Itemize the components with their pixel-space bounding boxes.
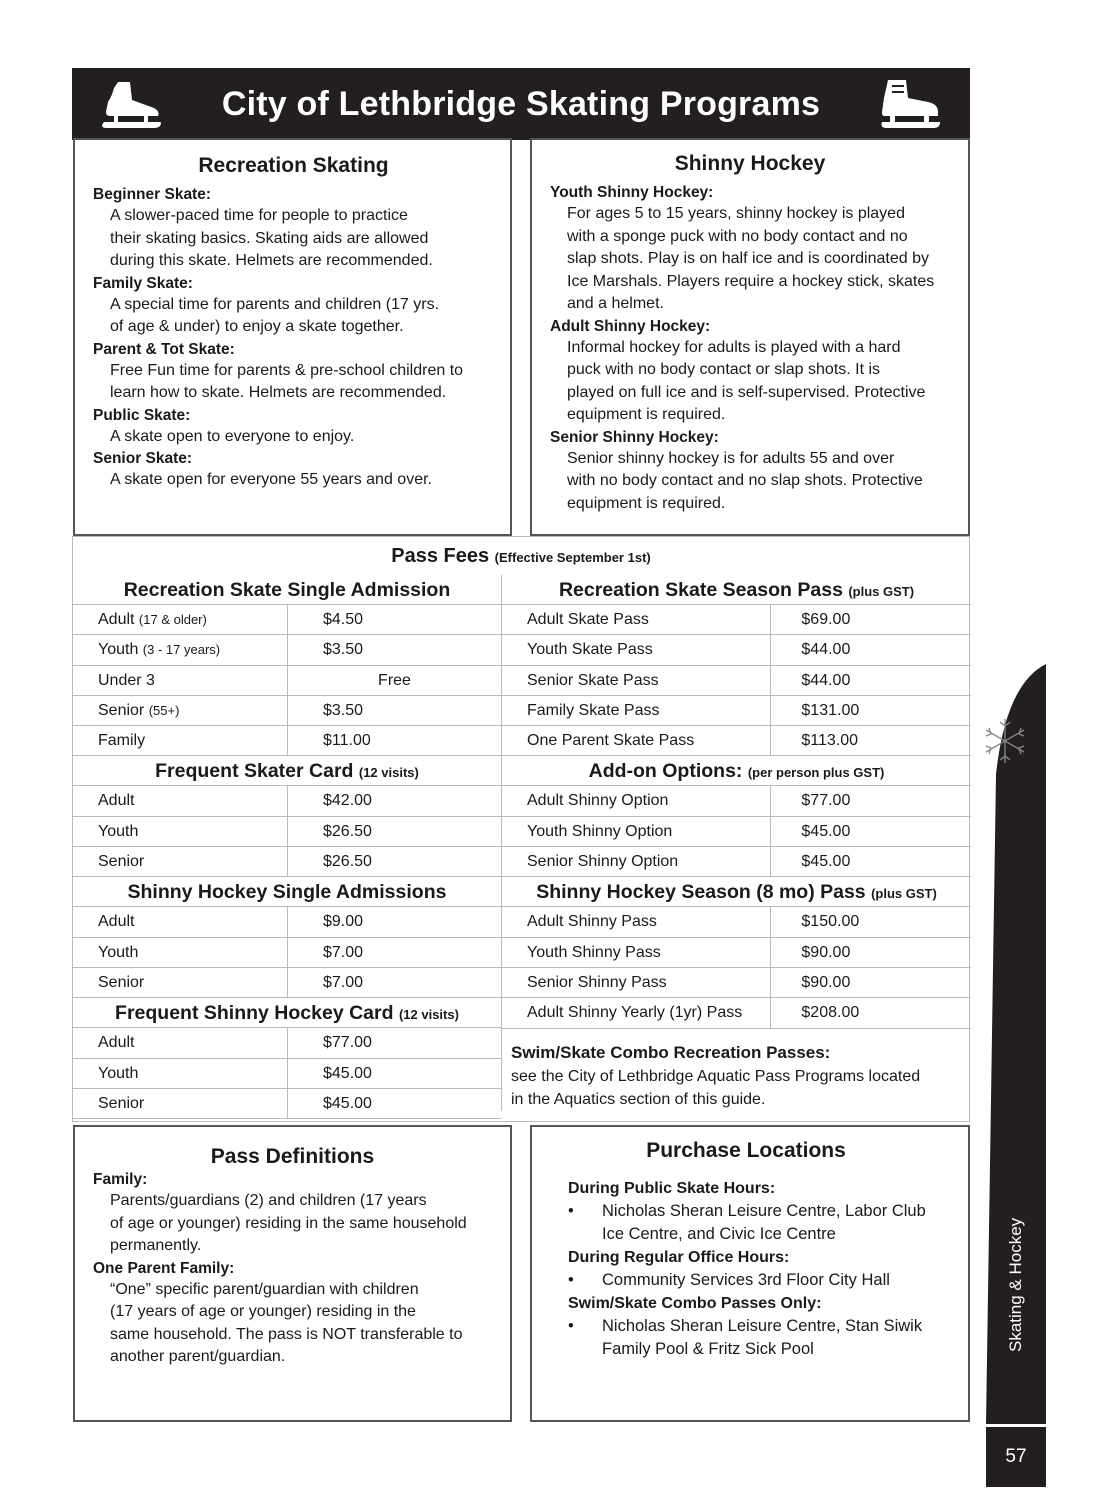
- fee-item-price: $69.00: [801, 611, 851, 628]
- shinny-hockey-list: [550, 182, 968, 515]
- purchase-location-line: Nicholas Sheran Leisure Centre, Stan Siwik: [602, 1317, 923, 1335]
- section-label: Skating & Hockey: [1006, 1217, 1025, 1353]
- fee-section-header: [73, 756, 501, 786]
- recreation-description-line: of age & under) to enjoy a skate together.: [110, 318, 404, 335]
- recreation-term: Senior Skate:: [93, 450, 193, 467]
- shinny-description-line: Informal hockey for adults is played with a hard: [567, 338, 901, 356]
- definitions-description-line: same household. The pass is NOT transferable to: [110, 1325, 463, 1343]
- fee-section-note: (plus GST): [848, 584, 915, 599]
- swim-skate-combo-note: [502, 1029, 971, 1111]
- fee-section-title: Add-on Options:: [588, 760, 743, 783]
- recreation-description-line: A slower-paced time for people to practice: [110, 207, 408, 224]
- recreation-term: Family Skate:: [93, 274, 193, 292]
- fee-item-price: $3.50: [323, 701, 364, 719]
- fee-item-price: $26.50: [323, 853, 372, 871]
- fee-item-label: Senior: [98, 973, 145, 991]
- purchase-location-heading: Swim/Skate Combo Passes Only:: [568, 1295, 822, 1312]
- fee-item-label: Youth Shinny Pass: [527, 943, 661, 961]
- fee-item-price: Free: [378, 671, 411, 689]
- fee-item-label: Senior Shinny Option: [527, 853, 679, 871]
- fee-item-label: Adult: [98, 913, 135, 931]
- fee-item-name: [73, 1028, 288, 1057]
- fee-item-name: [502, 635, 771, 664]
- purchase-location-text: [602, 1315, 922, 1361]
- fee-item-note: (3 - 17 years): [142, 642, 221, 658]
- fee-item-label: Senior: [98, 1094, 145, 1112]
- fee-item-name: [73, 696, 288, 725]
- fee-row: [73, 666, 501, 696]
- shinny-description-line: puck with no body contact or slap shots. It is: [567, 361, 881, 378]
- purchase-location-text: [602, 1269, 890, 1292]
- page-header: [72, 68, 970, 140]
- recreation-term: Beginner Skate:: [93, 186, 212, 203]
- fee-item-name: [73, 968, 288, 997]
- pass-fees-right-column: [501, 575, 971, 1111]
- purchase-locations-list: [568, 1177, 960, 1361]
- fee-item-name: [73, 605, 288, 634]
- fee-item-label: Under 3: [98, 671, 155, 689]
- fee-row: [73, 938, 501, 968]
- swim-skate-combo-title: Swim/Skate Combo Recreation Passes:: [511, 1042, 831, 1062]
- pass-fees-table: [72, 536, 970, 1122]
- fee-row: [73, 1059, 501, 1089]
- fee-row: [73, 968, 501, 998]
- fee-item-name: [502, 817, 771, 846]
- fee-item-price: $45.00: [801, 853, 851, 871]
- fee-item-price: $9.00: [323, 913, 364, 931]
- fee-item-label: Adult: [98, 1034, 135, 1052]
- fee-item-label: Adult Shinny Pass: [527, 913, 657, 931]
- fee-row: [502, 968, 971, 998]
- fee-item-name: [502, 968, 771, 997]
- fee-row: [73, 696, 501, 726]
- definitions-description-line: another parent/guardian.: [110, 1348, 286, 1365]
- purchase-locations-box: [530, 1125, 970, 1422]
- fee-item-label: Youth: [98, 822, 139, 840]
- fee-item-price: $3.50: [323, 641, 364, 659]
- fee-item-label: One Parent Skate Pass: [527, 732, 695, 750]
- fee-item-label: Family: [98, 732, 146, 750]
- recreation-description-line: their skating basics. Skating aids are allowed: [110, 229, 429, 247]
- purchase-location-item: [568, 1200, 960, 1246]
- definitions-description-line: “One” specific parent/guardian with children: [110, 1280, 419, 1298]
- fee-item-price: $44.00: [801, 671, 851, 689]
- fee-section-header: [502, 575, 971, 605]
- fee-item-name: [73, 726, 288, 755]
- fee-item-label: Adult Shinny Yearly (1yr) Pass: [527, 1004, 743, 1022]
- pass-definitions-list: [93, 1169, 510, 1369]
- fee-row: [502, 938, 971, 968]
- fee-item-label: Adult Skate Pass: [527, 611, 649, 628]
- shinny-description-line: equipment is required.: [567, 406, 726, 423]
- fee-section-header: [73, 998, 501, 1028]
- fee-item-name: [73, 1059, 288, 1088]
- pass-definitions-title: Pass Definitions: [210, 1145, 375, 1168]
- figure-skate-icon: [100, 78, 164, 132]
- fee-row: [73, 817, 501, 847]
- fee-item-price: $208.00: [801, 1004, 860, 1022]
- bullet-icon: •: [568, 1271, 574, 1289]
- fee-row: [73, 847, 501, 877]
- hockey-skate-icon: [878, 78, 942, 132]
- fee-row: [73, 907, 501, 937]
- fee-item-price: $150.00: [801, 913, 860, 931]
- pass-fees-left-column: [73, 575, 501, 1119]
- fee-section-title: Recreation Skate Single Admission: [123, 579, 451, 601]
- purchase-locations-title: Purchase Locations: [646, 1139, 846, 1162]
- fee-row: [73, 605, 501, 635]
- purchase-location-heading: During Regular Office Hours:: [568, 1249, 790, 1266]
- fee-item-price: $11.00: [323, 732, 371, 750]
- purchase-location-item: [568, 1269, 960, 1292]
- fee-item-price: $90.00: [801, 973, 851, 991]
- fee-item-name: [73, 635, 288, 664]
- recreation-term: Public Skate:: [93, 406, 191, 424]
- fee-section-title: Recreation Skate Season Pass: [558, 579, 843, 601]
- fee-item-price: $77.00: [323, 1034, 372, 1052]
- snowflake-icon: [980, 716, 1030, 766]
- fee-item-price: $4.50: [323, 611, 364, 628]
- fee-item-name: [73, 786, 288, 815]
- fee-item-name: [73, 1089, 288, 1118]
- fee-row: [502, 907, 971, 937]
- shinny-description-line: equipment is required.: [567, 494, 726, 512]
- fee-item-price: $44.00: [801, 641, 851, 659]
- fee-section-note: (12 visits): [398, 1007, 459, 1023]
- shinny-description-line: Senior shinny hockey is for adults 55 and over: [567, 449, 895, 467]
- purchase-location-text: [602, 1200, 926, 1246]
- recreation-description-line: A skate open to everyone to enjoy.: [110, 427, 355, 445]
- bullet-icon: •: [568, 1202, 574, 1220]
- fee-row: [502, 847, 971, 877]
- pass-fees-effective: (Effective September 1st): [494, 550, 651, 565]
- shinny-description-line: with a sponge puck with no body contact and no: [567, 227, 908, 245]
- fee-row: [73, 726, 501, 756]
- shinny-description-line: played on full ice and is self-supervised. Protective: [567, 383, 926, 401]
- fee-row: [502, 666, 971, 696]
- fee-item-name: [73, 938, 288, 967]
- fee-row: [502, 786, 971, 816]
- shinny-description-line: with no body contact and no slap shots. Protective: [567, 472, 923, 489]
- fee-item-label: Youth: [98, 943, 139, 961]
- shinny-description-line: and a helmet.: [567, 295, 664, 312]
- fee-row: [502, 726, 971, 756]
- swim-skate-combo-line: in the Aquatics section of this guide.: [511, 1090, 766, 1108]
- fee-section-header: [73, 575, 501, 605]
- fee-item-name: [502, 605, 771, 634]
- fee-item-name: [73, 817, 288, 846]
- purchase-location-line: Nicholas Sheran Leisure Centre, Labor Club: [602, 1202, 926, 1220]
- fee-row: [502, 696, 971, 726]
- fee-item-name: [502, 696, 771, 725]
- fee-section-title: Shinny Hockey Single Admissions: [127, 881, 447, 904]
- page-number: 57: [986, 1427, 1046, 1487]
- fee-item-name: [502, 847, 771, 876]
- fee-row: [73, 1089, 501, 1119]
- fee-item-label: Youth: [98, 641, 139, 659]
- fee-item-price: $42.00: [323, 792, 372, 810]
- fee-item-price: $26.50: [323, 822, 372, 840]
- fee-row: [73, 1028, 501, 1058]
- fee-section-header: [73, 877, 501, 907]
- fee-section-title: Frequent Skater Card: [155, 760, 354, 783]
- recreation-skating-box: [73, 138, 512, 536]
- fee-item-name: [73, 666, 288, 695]
- fee-item-price: $45.00: [323, 1064, 372, 1082]
- shinny-description-line: For ages 5 to 15 years, shinny hockey is played: [567, 205, 905, 222]
- fee-item-label: Senior Skate Pass: [527, 671, 659, 689]
- fee-item-price: $7.00: [323, 943, 364, 961]
- purchase-location-line: Community Services 3rd Floor City Hall: [602, 1271, 890, 1289]
- fee-item-name: [502, 666, 771, 695]
- bullet-icon: •: [568, 1317, 574, 1335]
- fee-item-label: Adult: [98, 611, 135, 628]
- fee-item-label: Senior: [98, 701, 145, 719]
- fee-section-note: (plus GST): [871, 886, 937, 902]
- pass-definitions-box: [73, 1125, 512, 1422]
- recreation-description-line: A special time for parents and children (17 yrs.: [110, 295, 440, 313]
- fee-item-name: [502, 938, 771, 967]
- fee-row: [502, 817, 971, 847]
- purchase-location-item: [568, 1315, 960, 1361]
- recreation-skating-title: Recreation Skating: [198, 154, 389, 177]
- page-title: City of Lethbridge Skating Programs: [221, 84, 821, 123]
- fee-item-name: [502, 907, 771, 936]
- recreation-term: Parent & Tot Skate:: [93, 340, 235, 358]
- shinny-hockey-title: Shinny Hockey: [674, 152, 826, 175]
- fee-item-price: $45.00: [801, 822, 851, 840]
- recreation-description-line: A skate open for everyone 55 years and over.: [110, 471, 432, 488]
- fee-section-title: Frequent Shinny Hockey Card: [115, 1002, 394, 1025]
- fee-item-label: Youth: [98, 1064, 139, 1082]
- fee-item-name: [502, 786, 771, 815]
- fee-section-header: [502, 756, 971, 786]
- shinny-term: Youth Shinny Hockey:: [550, 184, 714, 201]
- fee-section-note: (12 visits): [358, 765, 419, 781]
- shinny-description-line: slap shots. Play is on half ice and is coordinated by: [567, 250, 929, 267]
- definitions-description-line: (17 years of age or younger) residing in the: [110, 1303, 416, 1320]
- fee-row: [502, 605, 971, 635]
- definitions-description-line: Parents/guardians (2) and children (17 years: [110, 1192, 427, 1209]
- fee-row: [502, 998, 971, 1028]
- fee-item-label: Family Skate Pass: [527, 701, 660, 719]
- pass-fees-heading: Pass Fees: [391, 545, 490, 567]
- fee-item-label: Adult: [98, 792, 135, 810]
- fee-item-name: [73, 847, 288, 876]
- fee-item-price: $45.00: [323, 1094, 372, 1112]
- fee-section-header: [502, 877, 971, 907]
- definitions-term: One Parent Family:: [93, 1259, 235, 1277]
- recreation-description-line: Free Fun time for parents & pre-school children to: [110, 361, 464, 379]
- definitions-description-line: permanently.: [110, 1237, 202, 1254]
- fee-item-name: [502, 998, 771, 1027]
- recreation-description-line: during this skate. Helmets are recommended.: [110, 252, 433, 269]
- fee-row: [502, 635, 971, 665]
- purchase-location-heading: During Public Skate Hours:: [568, 1180, 776, 1197]
- fee-item-name: [502, 726, 771, 755]
- definitions-term: Family:: [93, 1171, 148, 1188]
- swim-skate-combo-line: see the City of Lethbridge Aquatic Pass Programs located: [511, 1067, 921, 1085]
- fee-row: [73, 786, 501, 816]
- fee-item-note: (55+): [148, 702, 180, 718]
- purchase-location-line: Ice Centre, and Civic Ice Centre: [602, 1225, 836, 1243]
- fee-item-note: (17 & older): [138, 612, 207, 627]
- shinny-hockey-box: [530, 138, 970, 536]
- recreation-skating-list: [93, 184, 502, 492]
- shinny-description-line: Ice Marshals. Players require a hockey stick, skates: [567, 272, 935, 290]
- fee-item-price: $90.00: [801, 943, 851, 961]
- definitions-description-line: of age or younger) residing in the same household: [110, 1214, 467, 1232]
- fee-row: [73, 635, 501, 665]
- fee-item-name: [73, 907, 288, 936]
- purchase-location-line: Family Pool & Fritz Sick Pool: [602, 1340, 814, 1358]
- fee-item-label: Senior Shinny Pass: [527, 973, 667, 991]
- fee-section-note: (per person plus GST): [747, 765, 885, 781]
- fee-item-price: $113.00: [801, 732, 859, 750]
- fee-item-price: $131.00: [801, 701, 860, 719]
- fee-item-price: $7.00: [323, 973, 364, 991]
- shinny-term: Senior Shinny Hockey:: [550, 428, 719, 446]
- shinny-term: Adult Shinny Hockey:: [550, 317, 711, 335]
- fee-item-label: Youth Skate Pass: [527, 641, 653, 659]
- fee-item-price: $77.00: [801, 792, 851, 810]
- fee-item-label: Youth Shinny Option: [527, 822, 673, 840]
- pass-fees-title: [73, 545, 969, 568]
- fee-section-title: Shinny Hockey Season (8 mo) Pass: [536, 881, 866, 904]
- fee-item-label: Adult Shinny Option: [527, 792, 669, 810]
- fee-item-label: Senior: [98, 853, 145, 871]
- recreation-description-line: learn how to skate. Helmets are recommended.: [110, 384, 447, 401]
